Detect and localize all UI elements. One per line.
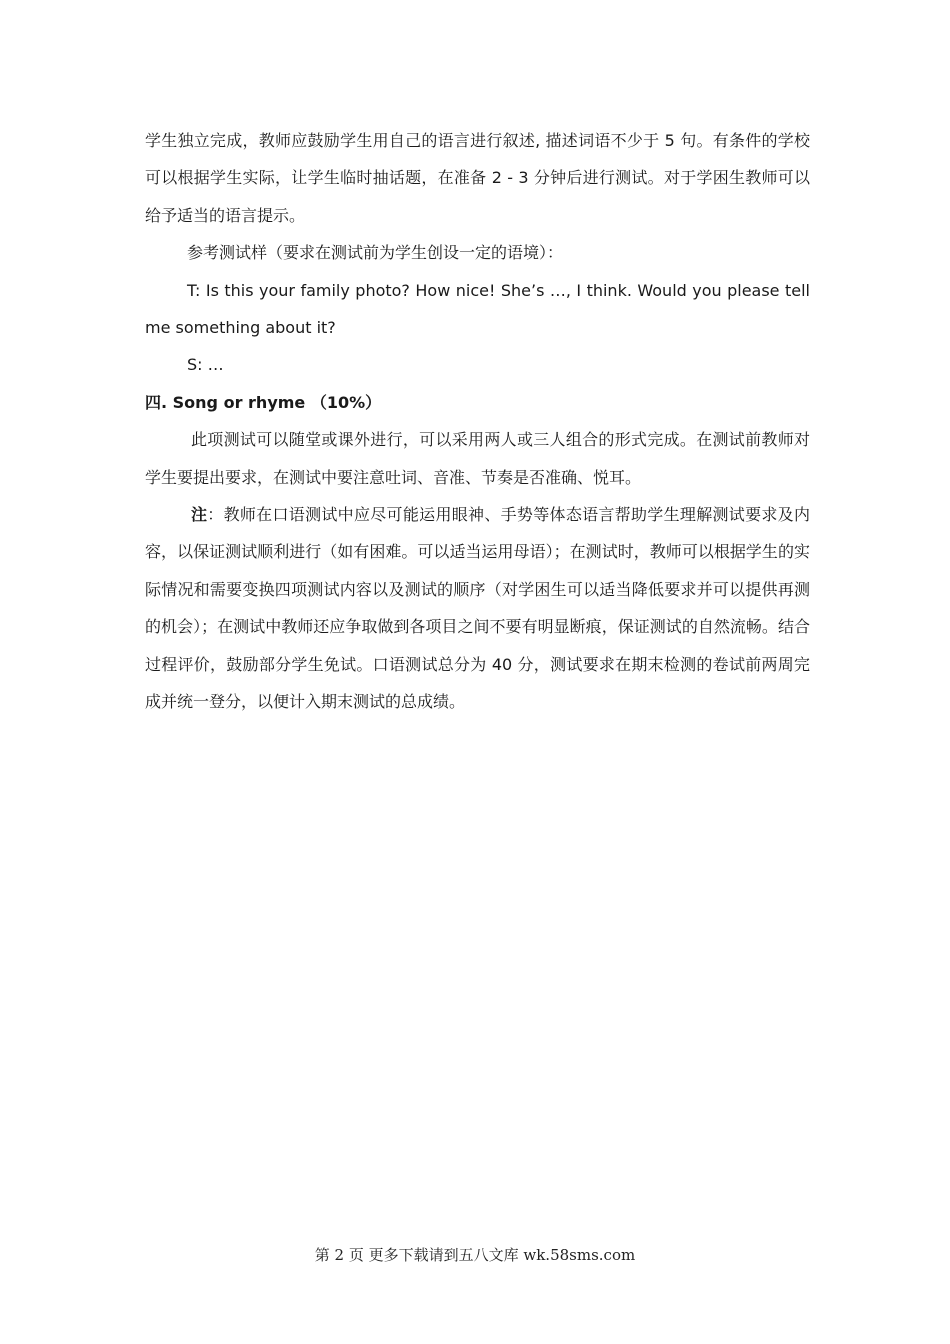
paragraph-student-line: S: … bbox=[187, 355, 224, 375]
paragraph-instructions: 学生独立完成，教师应鼓励学生用自己的语言进行叙述, 描述词语不少于 5 句。有条件的学校可以根据学生实际，让学生临时抽话题，在准备 2 - 3 分钟后进行测试。对于学困生教师可以给予适当的语言提示。 bbox=[145, 131, 810, 225]
note-text: ：教师在口语测试中应尽可能运用眼神、手势等体态语言帮助学生理解测试要求及内容，以保证测试顺利进行（如有困难。可以适当运用母语）；在测试时，教师可以根据学生的实际情况和需要变换四项测试内容以及测试的顺序（对学困生可以适当降低要求并可以提供再测的机会）；在测试中教师还应争取做到各项目之间不要有明显断痕，保证测试的自然流畅。结合过程评价，鼓励部分学生免试。口语测试总分为 40 分，测试要求在期末检测的卷试前两周完成并统一登分，以便计入期末测试的总成绩。 bbox=[145, 505, 810, 712]
section-heading-song-or-rhyme: 四. Song or rhyme （10%） bbox=[145, 392, 382, 412]
paragraph-song-description: 此项测试可以随堂或课外进行，可以采用两人或三人组合的形式完成。在测试前教师对学生要提出要求，在测试中要注意吐词、音准、节奏是否准确、悦耳。 bbox=[145, 430, 810, 487]
paragraph-teacher-line: T: Is this your family photo? How nice! She’s …, I think. Would you please tell me something about it? bbox=[145, 280, 810, 338]
paragraph-note bbox=[145, 496, 810, 720]
document-body bbox=[145, 122, 810, 721]
note-label: 注 bbox=[191, 505, 208, 525]
page-footer: 第 2 页 更多下载请到五八文库 wk.58sms.com bbox=[314, 1246, 636, 1264]
paragraph-sample-intro: 参考测试样（要求在测试前为学生创设一定的语境）： bbox=[187, 243, 564, 263]
